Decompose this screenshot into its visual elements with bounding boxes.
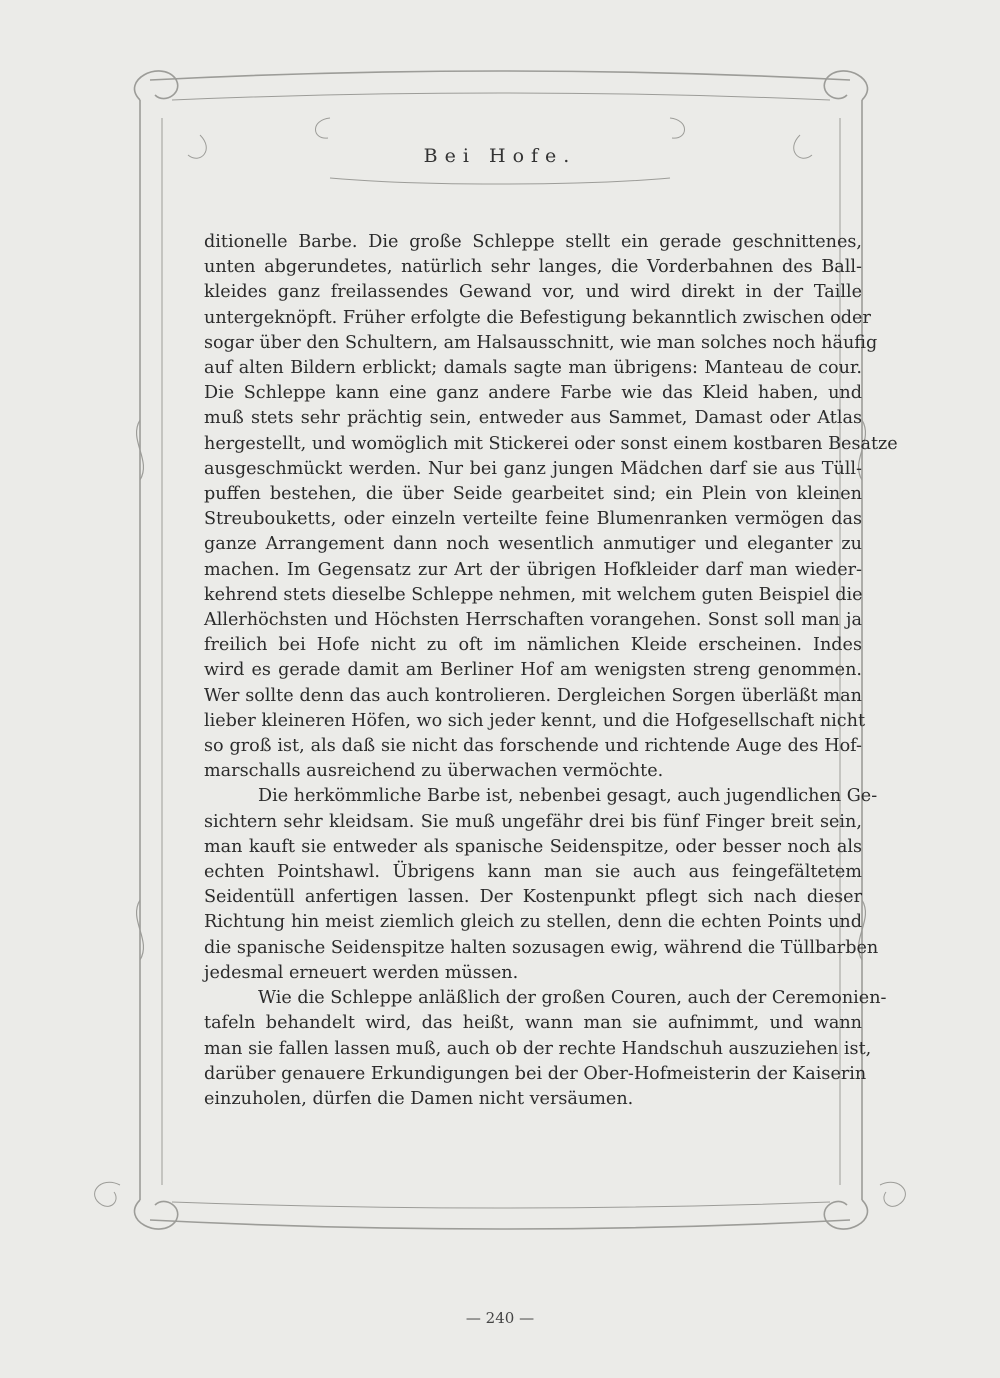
text-line: so groß ist, als daß sie nicht das forschende und richtende Auge des Hof-: [204, 736, 862, 757]
text-line: man sie fallen lassen muß, auch ob der rechte Handschuh auszuziehen ist,: [204, 1038, 872, 1059]
text-line: Richtung hin meist ziemlich gleich zu stellen, denn die echten Points und: [204, 912, 862, 933]
text-line: hergestellt, und womöglich mit Stickerei oder sonst einem kostbaren Besatze: [204, 433, 898, 454]
text-line: sogar über den Schultern, am Halsausschnitt, wie man solches noch häufig: [204, 332, 878, 353]
text-line: freilich bei Hofe nicht zu oft im nämlichen Kleide erscheinen. Indes: [204, 635, 862, 656]
text-line: ausgeschmückt werden. Nur bei ganz jungen Mädchen darf sie aus Tüll-: [204, 458, 862, 479]
text-line: sichtern sehr kleidsam. Sie muß ungefähr drei bis fünf Finger breit sein,: [204, 811, 862, 832]
text-line: echten Pointshawl. Übrigens kann man sie auch aus feingefältetem: [204, 862, 862, 883]
text-line: Streubouketts, oder einzeln verteilte feine Blumenranken vermögen das: [204, 509, 862, 530]
text-line: marschalls ausreichend zu überwachen vermöchte.: [204, 761, 664, 782]
text-line: kehrend stets dieselbe Schleppe nehmen, mit welchem guten Beispiel die: [204, 584, 863, 605]
text-line: die spanische Seidenspitze halten sozusagen ewig, während die Tüllbarben: [204, 937, 879, 958]
text-line: Wer sollte denn das auch kontrolieren. Dergleichen Sorgen überläßt man: [204, 685, 862, 706]
text-line: darüber genauere Erkundigungen bei der Ober-Hofmeisterin der Kaiserin: [204, 1063, 867, 1084]
text-line: auf alten Bildern erblickt; damals sagte man übrigens: Manteau de cour.: [204, 358, 862, 379]
text-line: tafeln behandelt wird, das heißt, wann man sie aufnimmt, und wann: [204, 1013, 862, 1034]
text-line: lieber kleineren Höfen, wo sich jeder kennt, und die Hofgesellschaft nicht: [204, 710, 866, 731]
text-line: muß stets sehr prächtig sein, entweder aus Sammet, Damast oder Atlas: [204, 408, 862, 429]
text-line: man kauft sie entweder als spanische Seidenspitze, oder besser noch als: [204, 836, 862, 857]
text-line: wird es gerade damit am Berliner Hof am wenigsten streng genommen.: [204, 660, 862, 681]
text-line: unten abgerundetes, natürlich sehr langes, die Vorderbahnen des Ball-: [204, 257, 862, 278]
text-line: ganze Arrangement dann noch wesentlich anmutiger und eleganter zu: [204, 534, 862, 555]
text-line: ditionelle Barbe. Die große Schleppe stellt ein gerade geschnittenes,: [204, 232, 862, 252]
text-line: Wie die Schleppe anläßlich der großen Couren, auch der Ceremonien-: [258, 988, 887, 1009]
text-line: kleides ganz freilassendes Gewand vor, und wird direkt in der Taille: [204, 282, 862, 303]
text-line: machen. Im Gegensatz zur Art der übrigen Hofkleider darf man wieder-: [204, 559, 862, 580]
text-line: jedesmal erneuert werden müssen.: [204, 962, 519, 983]
running-head: Bei Hofe.: [423, 145, 577, 167]
text-line: Seidentüll anfertigen lassen. Der Kostenpunkt pflegt sich nach dieser: [204, 887, 862, 908]
text-line: Allerhöchsten und Höchsten Herrschaften vorangehen. Sonst soll man ja: [204, 610, 862, 631]
text-line: puffen bestehen, die über Seide gearbeitet sind; ein Plein von kleinen: [204, 484, 862, 505]
text-line: einzuholen, dürfen die Damen nicht versäumen.: [204, 1088, 634, 1109]
text-line: Die herkömmliche Barbe ist, nebenbei gesagt, auch jugendlichen Ge-: [258, 786, 878, 807]
text-line: Die Schleppe kann eine ganz andere Farbe wie das Kleid haben, und: [204, 383, 862, 404]
page-number: — 240 —: [465, 1309, 535, 1327]
body-text: [204, 230, 898, 1112]
text-line: untergeknöpft. Früher erfolgte die Befestigung bekanntlich zwischen oder: [204, 307, 871, 328]
